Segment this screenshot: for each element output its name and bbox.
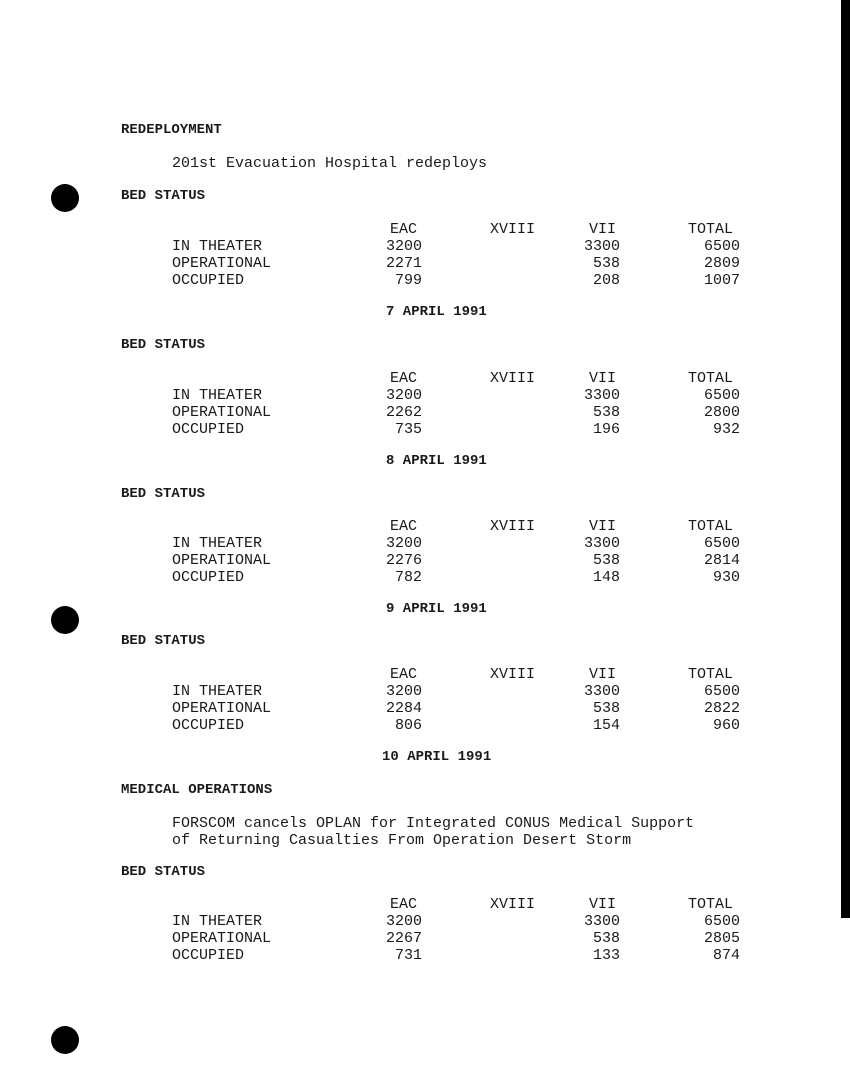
cell-occupied-eac: 735 (394, 421, 422, 438)
cell-theater-total: 6500 (703, 913, 740, 930)
cell-operational-eac: 2276 (385, 552, 422, 569)
cell-occupied-eac: 806 (394, 717, 422, 734)
row-label-operational: OPERATIONAL (172, 930, 272, 947)
row-label-operational: OPERATIONAL (172, 552, 272, 569)
medical-operations-text-line2: of Returning Casualties From Operation Desert Storm (172, 832, 632, 849)
redeployment-heading: REDEPLOYMENT (121, 122, 222, 138)
cell-theater-eac: 3200 (385, 535, 422, 552)
cell-theater-eac: 3200 (385, 387, 422, 404)
cell-occupied-eac: 799 (394, 272, 422, 289)
bed-status-table (0, 666, 850, 734)
cell-operational-total: 2800 (703, 404, 740, 421)
bed-status-heading: BED STATUS (121, 486, 206, 502)
cell-theater-eac: 3200 (385, 913, 422, 930)
cell-operational-total: 2822 (703, 700, 740, 717)
redeployment-text: 201st Evacuation Hospital redeploys (172, 155, 488, 172)
cell-theater-vii: 3300 (583, 387, 620, 404)
cell-theater-vii: 3300 (583, 913, 620, 930)
cell-operational-vii: 538 (592, 930, 620, 947)
bed-status-heading: BED STATUS (121, 188, 206, 204)
row-label-in-theater: IN THEATER (172, 535, 263, 552)
row-label-in-theater: IN THEATER (172, 683, 263, 700)
date-heading: 7 APRIL 1991 (386, 304, 487, 320)
cell-operational-total: 2805 (703, 930, 740, 947)
cell-occupied-vii: 208 (592, 272, 620, 289)
cell-theater-total: 6500 (703, 683, 740, 700)
cell-operational-eac: 2267 (385, 930, 422, 947)
cell-occupied-total: 874 (712, 947, 740, 964)
cell-occupied-vii: 154 (592, 717, 620, 734)
punch-hole-bottom (51, 1026, 79, 1054)
col-header-eac: EAC (390, 518, 418, 535)
row-label-occupied: OCCUPIED (172, 272, 245, 289)
col-header-vii: VII (589, 370, 617, 387)
col-header-xviii: XVIII (490, 221, 536, 238)
cell-occupied-total: 930 (712, 569, 740, 586)
medical-operations-text-line1: FORSCOM cancels OPLAN for Integrated CONUS Medical Support (172, 815, 695, 832)
col-header-xviii: XVIII (490, 666, 536, 683)
row-label-in-theater: IN THEATER (172, 238, 263, 255)
scan-edge-bar (841, 0, 850, 918)
cell-operational-vii: 538 (592, 552, 620, 569)
cell-theater-eac: 3200 (385, 683, 422, 700)
cell-operational-vii: 538 (592, 404, 620, 421)
cell-operational-total: 2809 (703, 255, 740, 272)
col-header-total: TOTAL (688, 666, 734, 683)
row-label-occupied: OCCUPIED (172, 421, 245, 438)
bed-status-heading: BED STATUS (121, 337, 206, 353)
col-header-eac: EAC (390, 221, 418, 238)
col-header-eac: EAC (390, 666, 418, 683)
cell-occupied-total: 932 (712, 421, 740, 438)
row-label-operational: OPERATIONAL (172, 700, 272, 717)
cell-operational-eac: 2262 (385, 404, 422, 421)
cell-operational-eac: 2284 (385, 700, 422, 717)
cell-theater-vii: 3300 (583, 535, 620, 552)
row-label-in-theater: IN THEATER (172, 913, 263, 930)
bed-status-heading: BED STATUS (121, 633, 206, 649)
cell-occupied-total: 1007 (703, 272, 740, 289)
cell-occupied-vii: 148 (592, 569, 620, 586)
cell-operational-vii: 538 (592, 255, 620, 272)
cell-theater-total: 6500 (703, 535, 740, 552)
row-label-occupied: OCCUPIED (172, 717, 245, 734)
cell-occupied-eac: 782 (394, 569, 422, 586)
col-header-xviii: XVIII (490, 518, 536, 535)
col-header-total: TOTAL (688, 518, 734, 535)
cell-occupied-vii: 196 (592, 421, 620, 438)
col-header-xviii: XVIII (490, 896, 536, 913)
medical-operations-heading: MEDICAL OPERATIONS (121, 782, 273, 798)
row-label-in-theater: IN THEATER (172, 387, 263, 404)
col-header-total: TOTAL (688, 370, 734, 387)
col-header-vii: VII (589, 666, 617, 683)
cell-operational-vii: 538 (592, 700, 620, 717)
bed-status-table (0, 896, 850, 964)
cell-theater-vii: 3300 (583, 683, 620, 700)
col-header-xviii: XVIII (490, 370, 536, 387)
row-label-operational: OPERATIONAL (172, 404, 272, 421)
date-heading: 8 APRIL 1991 (386, 453, 487, 469)
punch-hole-top (51, 184, 79, 212)
col-header-eac: EAC (390, 370, 418, 387)
row-label-occupied: OCCUPIED (172, 947, 245, 964)
cell-occupied-vii: 133 (592, 947, 620, 964)
bed-status-table (0, 370, 850, 438)
cell-theater-vii: 3300 (583, 238, 620, 255)
col-header-vii: VII (589, 221, 617, 238)
col-header-eac: EAC (390, 896, 418, 913)
cell-occupied-eac: 731 (394, 947, 422, 964)
bed-status-table (0, 518, 850, 586)
date-heading: 10 APRIL 1991 (382, 749, 492, 765)
bed-status-table (0, 221, 850, 289)
col-header-vii: VII (589, 896, 617, 913)
punch-hole-middle (51, 606, 79, 634)
date-heading: 9 APRIL 1991 (386, 601, 487, 617)
col-header-total: TOTAL (688, 221, 734, 238)
col-header-vii: VII (589, 518, 617, 535)
cell-theater-eac: 3200 (385, 238, 422, 255)
bed-status-heading: BED STATUS (121, 864, 206, 880)
row-label-operational: OPERATIONAL (172, 255, 272, 272)
cell-theater-total: 6500 (703, 387, 740, 404)
col-header-total: TOTAL (688, 896, 734, 913)
row-label-occupied: OCCUPIED (172, 569, 245, 586)
cell-theater-total: 6500 (703, 238, 740, 255)
cell-occupied-total: 960 (712, 717, 740, 734)
cell-operational-eac: 2271 (385, 255, 422, 272)
cell-operational-total: 2814 (703, 552, 740, 569)
